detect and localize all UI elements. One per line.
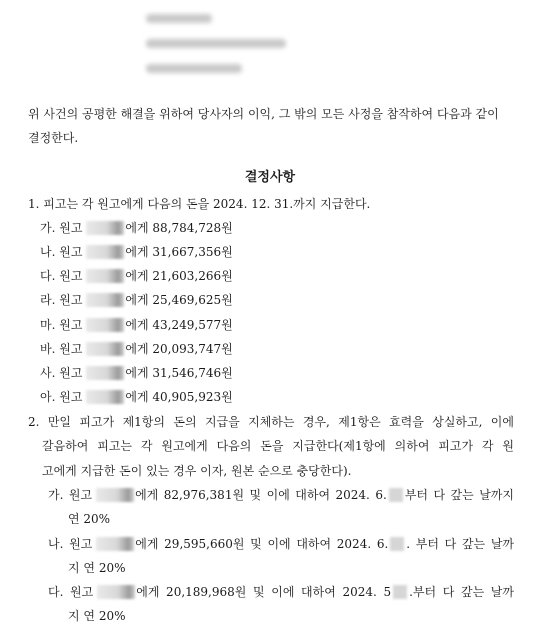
item2-line-2: 갈음하여 피고는 각 원고에게 다음의 돈을 지급한다(제1항에 의하여 피고가 각 원 (42, 439, 514, 453)
item1-row: 다. 원고 에게 21,603,266원 (40, 269, 233, 283)
redacted-name (86, 342, 124, 356)
item1-row: 바. 원고 에게 20,093,747원 (40, 342, 233, 356)
redacted-name (86, 245, 124, 259)
item2-sub-cont: 지 연 20% (68, 561, 126, 575)
item2-sub-cont: 연 20% (68, 512, 111, 526)
item1-row: 마. 원고 에게 43,249,577원 (40, 318, 233, 332)
redacted-name (86, 366, 124, 380)
item2-line-3: 고에게 지급한 돈이 있는 경우 이자, 원본 순으로 충당한다). (42, 464, 352, 478)
item1-row: 아. 원고 에게 40,905,923원 (40, 390, 233, 404)
item2-sub-cont: 지 연 20% (68, 609, 126, 623)
item2-sub-row: 가. 원고 에게 82,976,381원 및 이에 대하여 2024. 6. 부터 다 갚는 날까지 (48, 488, 514, 502)
redacted-name (86, 390, 124, 404)
redacted-name (86, 293, 124, 307)
item1-row: 나. 원고 에게 31,667,356원 (40, 245, 233, 259)
item2-sub-row: 다. 원고 에게 20,189,968원 및 이에 대하여 2024. 5 .부터 다 갚는 날까 (48, 585, 514, 599)
redacted-day (389, 488, 403, 502)
item2-line-1: 2. 만일 피고가 제1항의 돈의 지급을 지체하는 경우, 제1항은 효력을 상실하고, 이에 (28, 415, 514, 429)
redacted-header-line-1 (146, 14, 212, 23)
intro-paragraph: 위 사건의 공평한 해결을 위하여 당사자의 이익, 그 밖의 모든 사정을 참작하여 다음과 같이 결정한다. (28, 107, 499, 145)
item1-row: 가. 원고 에게 88,784,728원 (40, 221, 233, 235)
redacted-name (86, 318, 124, 332)
redacted-name (86, 269, 124, 283)
item1-heading: 1. 피고는 각 원고에게 다음의 돈을 2024. 12. 31.까지 지급한다. (28, 197, 371, 211)
redacted-name (96, 488, 134, 502)
redacted-name (97, 585, 135, 599)
item2-sub-row: 나. 원고 에게 29,595,660원 및 이에 대하여 2024. 6. . 부터 다 갚는 날까 (48, 537, 515, 551)
redacted-header-line-3 (146, 64, 242, 73)
item1-row: 사. 원고 에게 31,546,746원 (40, 366, 233, 380)
redacted-name (86, 221, 124, 235)
redacted-day (390, 537, 404, 551)
redacted-name (96, 537, 134, 551)
redacted-header-line-2 (146, 39, 286, 48)
section-title: 결정사항 (244, 170, 296, 185)
item1-row: 라. 원고 에게 25,469,625원 (40, 293, 233, 307)
redacted-day (393, 585, 407, 599)
